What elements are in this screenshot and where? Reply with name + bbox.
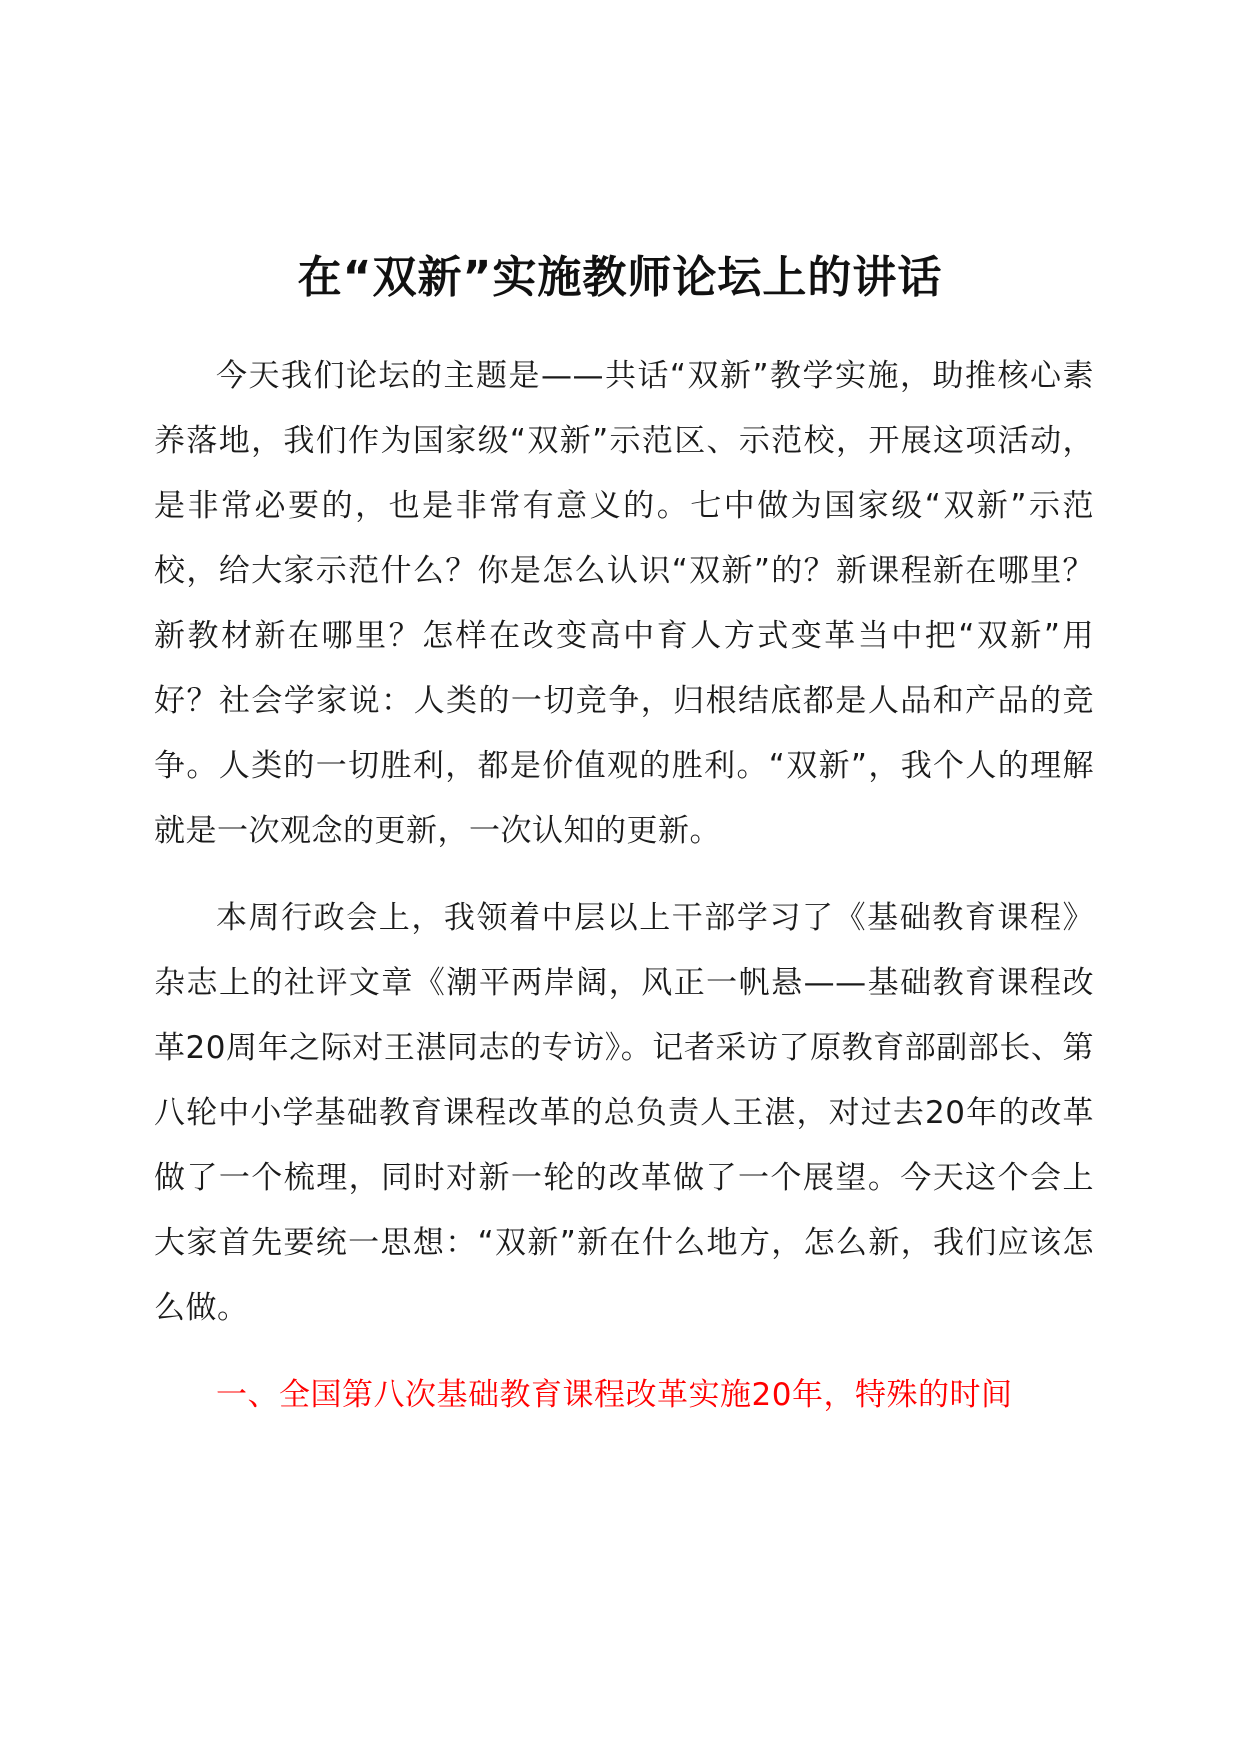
document-body	[154, 344, 1094, 1428]
document-title: 在“双新”实施教师论坛上的讲话	[297, 252, 943, 303]
paragraph-2: 本周行政会上，我领着中层以上干部学习了《基础教育课程》杂志上的社评文章《潮平两岸阔，风正一帆悬——基础教育课程改革20周年之际对王湛同志的专访》。记者采访了原教育部副部长、第八轮中小学基础教育课程改革的总负责人王湛，对过去20年的改革做了一个梳理，同时对新一轮的改革做了一个展望。今天这个会上大家首先要统一思想：“双新”新在什么地方，怎么新，我们应该怎么做。	[154, 900, 1094, 1326]
paragraph-1: 今天我们论坛的主题是——共话“双新”教学实施，助推核心素养落地，我们作为国家级“双新”示范区、示范校，开展这项活动，是非常必要的，也是非常有意义的。七中做为国家级“双新”示范校，给大家示范什么？你是怎么认识“双新”的？新课程新在哪里？新教材新在哪里？怎样在改变高中育人方式变革当中把“双新”用好？社会学家说：人类的一切竞争，归根结底都是人品和产品的竞争。人类的一切胜利，都是价值观的胜利。“双新”，我个人的理解就是一次观念的更新，一次认知的更新。	[154, 358, 1094, 849]
section-heading: 一、全国第八次基础教育课程改革实施20年，特殊的时间	[216, 1377, 1013, 1413]
